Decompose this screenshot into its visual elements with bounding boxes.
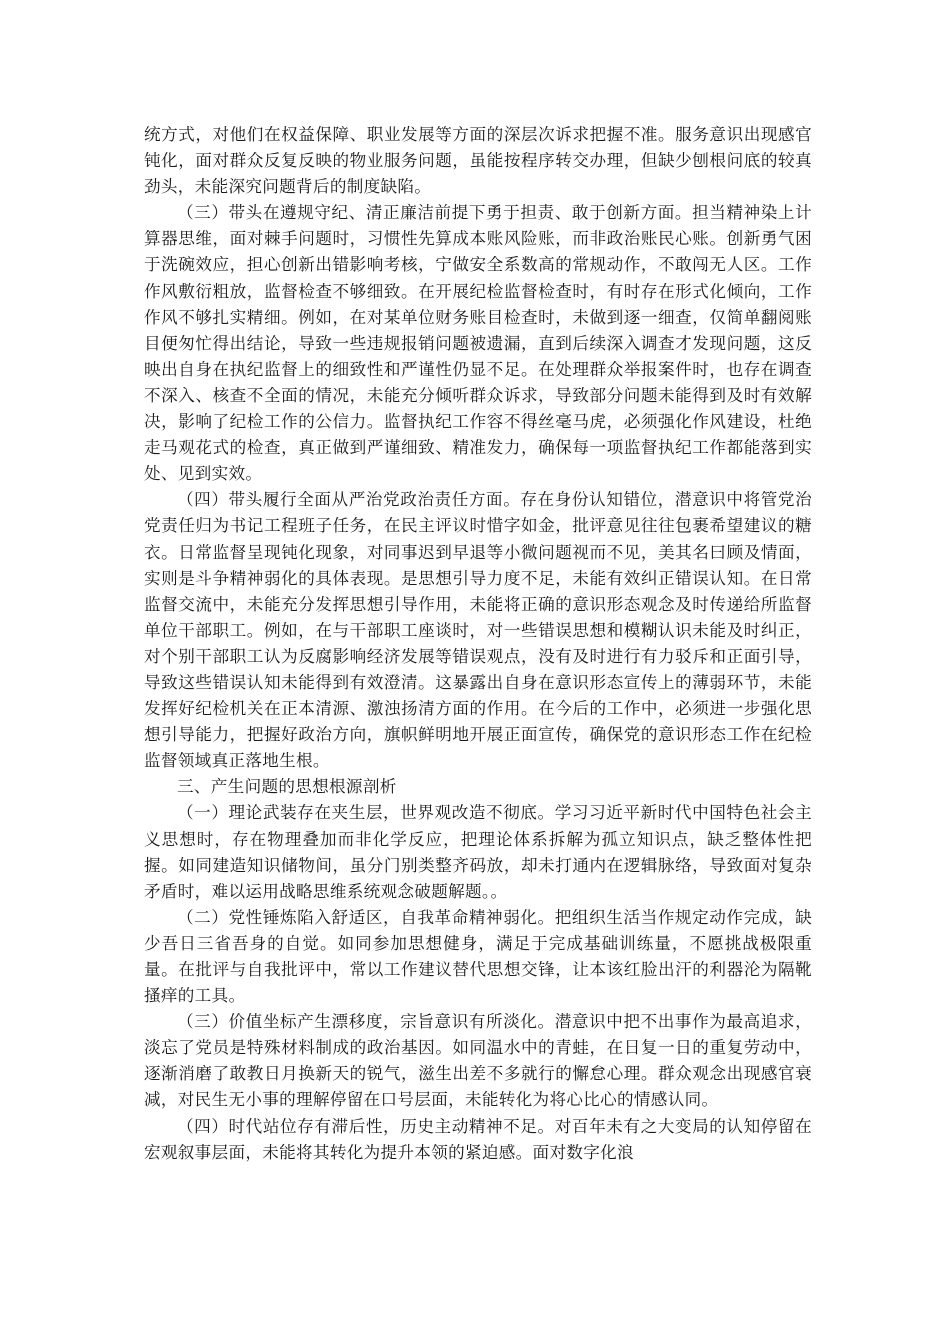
paragraph-section-3-2: （二）党性锤炼陷入舒适区，自我革命精神弱化。把组织生活当作规定动作完成，缺少吾日三省吾身的自觉。如同参加思想健身，满足于完成基础训练量，不愿挑战极限重量。在批评与自我批评中，常以工作建议替代思想交锋，让本该红脸出汗的利器沦为隔靴搔痒的工具。 — [144, 907, 812, 1006]
paragraph-section-3-4: （四）时代站位存有滞后性，历史主动精神不足。对百年未有之大变局的认知停留在宏观叙事层面，未能将其转化为提升本领的紧迫感。面对数字化浪 — [144, 1116, 812, 1162]
section-heading-3: 三、产生问题的思想根源剖析 — [177, 777, 397, 797]
paragraph-section-2-4: （四）带头履行全面从严治党政治责任方面。存在身份认知错位，潜意识中将管党治党责任归为书记工程班子任务，在民主评议时惜字如金，批评意见往往包裹希望建议的糖衣。日常监督呈现钝化现象，对同事迟到早退等小微问题视而不见，美其名曰顾及情面，实则是斗争精神弱化的具体表现。是思想引导力度不足，未能有效纠正错误认知。在日常监督交流中，未能充分发挥思想引导作用，未能将正确的意识形态观念及时传递给所监督单位干部职工。例如，在与干部职工座谈时，对一些错误思想和模糊认识未能及时纠正，对个别干部职工认为反腐影响经济发展等错误观点，没有及时进行有力驳斥和正面引导，导致这些错误认知未能得到有效澄清。这暴露出自身在意识形态宣传上的薄弱环节，未能发挥好纪检机关在正本清源、激浊扬清方面的作用。在今后的工作中，必须进一步强化思想引导能力，把握好政治方向，旗帜鲜明地开展正面宣传，确保党的意识形态工作在纪检监督领域真正落地生根。 — [144, 490, 812, 771]
paragraph-section-3-1: （一）理论武装存在夹生层，世界观改造不彻底。学习习近平新时代中国特色社会主义思想时，存在物理叠加而非化学反应，把理论体系拆解为孤立知识点，缺乏整体性把握。如同建造知识储物间，虽分门别类整齐码放，却未打通内在逻辑脉络，导致面对复杂矛盾时，难以运用战略思维系统观念破题解题。。 — [144, 803, 812, 901]
document-body — [144, 122, 812, 1166]
paragraph-section-2-3: （三）带头在遵规守纪、清正廉洁前提下勇于担责、敢于创新方面。担当精神染上计算器思维，面对棘手问题时，习惯性先算成本账风险账，而非政治账民心账。创新勇气困于洗碗效应，担心创新出错影响考核，宁做安全系数高的常规动作，不敢闯无人区。工作作风敷衍粗放，监督检查不够细致。在开展纪检监督检查时，有时存在形式化倾向，工作作风不够扎实精细。例如，在对某单位财务账目检查时，未做到逐一细查，仅简单翻阅账目便匆忙得出结论，导致一些违规报销问题被遗漏，直到后续深入调查才发现问题，这反映出自身在执纪监督上的细致性和严谨性仍显不足。在处理群众举报案件时，也存在调查不深入、核查不全面的情况，未能充分倾听群众诉求，导致部分问题未能得到及时有效解决，影响了纪检工作的公信力。监督执纪工作容不得丝毫马虎，必须强化作风建设，杜绝走马观花式的检查，真正做到严谨细致、精准发力，确保每一项监督执纪工作都能落到实处、见到实效。 — [144, 203, 812, 484]
paragraph-section-3-3: （三）价值坐标产生漂移度，宗旨意识有所淡化。潜意识中把不出事作为最高追求，淡忘了党员是特殊材料制成的政治基因。如同温水中的青蛙，在日复一日的重复劳动中，逐渐消磨了敢教日月换新天的锐气，滋生出差不多就行的懈怠心理。群众观念出现感官衰减，对民生无小事的理解停留在口号层面，未能转化为将心比心的情感认同。 — [144, 1012, 812, 1110]
paragraph-continuation: 统方式，对他们在权益保障、职业发展等方面的深层次诉求把握不准。服务意识出现感官钝化，面对群众反复反映的物业服务问题，虽能按程序转交办理，但缺少刨根问底的较真劲头，未能深究问题背后的制度缺陷。 — [144, 125, 812, 197]
